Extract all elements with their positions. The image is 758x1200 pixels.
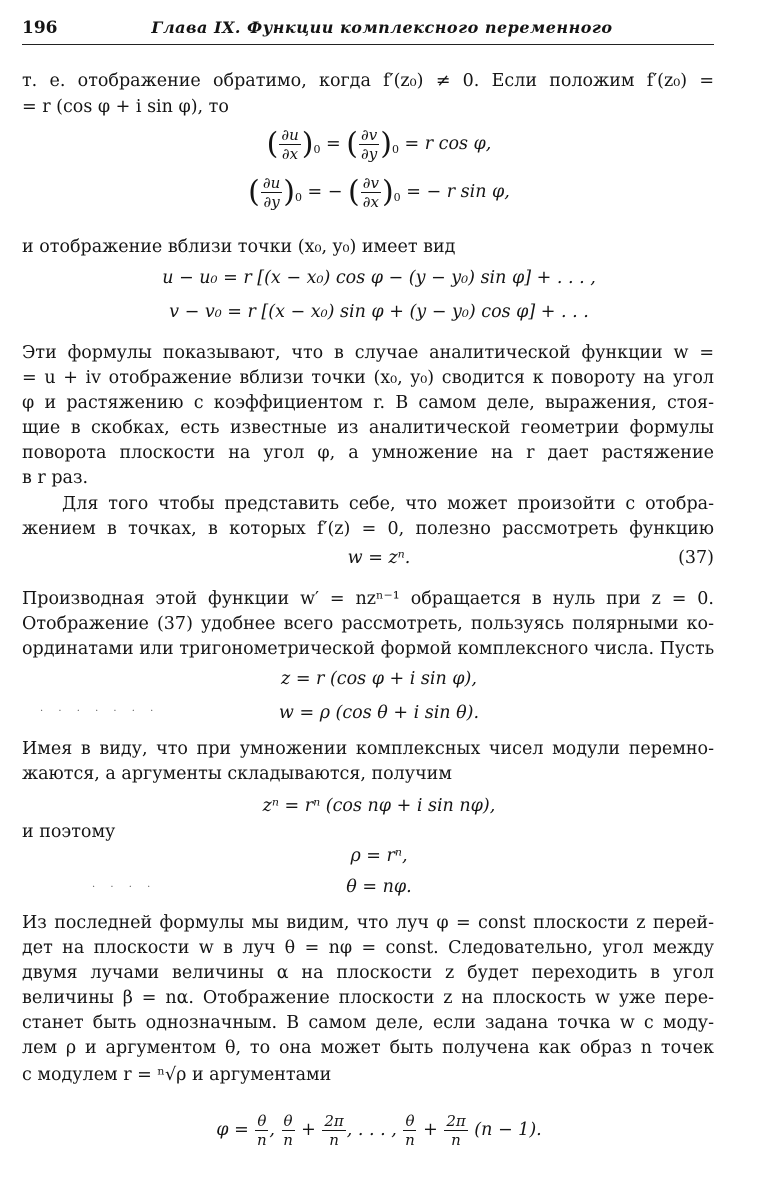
frac-num: 2π	[446, 1112, 466, 1130]
frac-den: ∂x	[362, 193, 379, 211]
text-line-20: двумя лучами величины α на плоскости z будет переходить в угол	[22, 963, 714, 983]
text-line-21: величины β = nα. Отображение плоскости z на плоскость w уже пере-	[22, 988, 714, 1008]
text-line-10: Для того чтобы представить себе, что может произойти с отобра-	[62, 494, 714, 514]
text-line-3: и отображение вблизи точки (x₀, y₀) имеет вид	[22, 237, 456, 257]
frac-den: ∂x	[281, 145, 299, 163]
text-line-14: ординатами или тригонометрической формой комплексного числа. Пусть	[22, 639, 715, 659]
eq-part: , . . . ,	[346, 1120, 397, 1140]
page-number: 196	[22, 18, 58, 38]
equation-polar-w: w = ρ (cos θ + i sin θ).	[278, 703, 480, 723]
frac-den: n	[405, 1131, 415, 1149]
frac-den: ∂y	[263, 193, 280, 211]
frac-num: ∂v	[360, 126, 378, 144]
equation-rhs: = − r sin φ,	[406, 182, 510, 202]
frac-num: ∂u	[262, 174, 281, 192]
text-line-8: поворота плоскости на угол φ, а умножение на r дает растяжение	[22, 443, 714, 463]
running-header	[22, 18, 714, 45]
equation-linear-v: v − v₀ = r [(x − x₀) sin φ + (y − y₀) cos φ] + . . .	[169, 302, 589, 322]
frac-num: θ	[257, 1112, 267, 1130]
frac-den: n	[283, 1131, 293, 1149]
text-line-7: щие в скобках, есть известные из аналитической геометрии формулы	[22, 418, 714, 438]
text-line-1: т. е. отображение обратимо, когда f′(z₀) ≠ 0. Если положим f′(z₀) =	[22, 71, 714, 91]
text-line-6: φ и растяжению с коэффициентом r. В самом деле, выражения, стоя-	[22, 393, 714, 413]
equation-arguments	[0, 1108, 758, 1152]
equation-37: w = zⁿ.	[347, 548, 411, 568]
scan-speckle: · · · · · · ·	[40, 706, 160, 717]
equation-linear-u: u − u₀ = r [(x − x₀) cos φ − (y − y₀) sin φ] + . . . ,	[162, 268, 596, 288]
eq-part: +	[301, 1120, 316, 1140]
equation-polar-z: z = r (cos φ + i sin φ),	[281, 669, 477, 689]
eq-part: +	[423, 1120, 438, 1140]
scan-speckle: · · · ·	[92, 882, 157, 893]
frac-den: ∂y	[360, 145, 378, 163]
text-line-5: = u + iv отображение вблизи точки (x₀, y₀) сводится к повороту на угол	[22, 368, 714, 388]
equation-rhs: = r cos φ,	[404, 134, 492, 154]
text-line-9: в r раз.	[22, 468, 89, 488]
frac-num: θ	[405, 1112, 415, 1130]
eq-part: (n − 1).	[474, 1120, 542, 1140]
frac-num: 2π	[324, 1112, 344, 1130]
text-line-24: с модулем r = ⁿ√ρ и аргументами	[22, 1065, 332, 1085]
frac-num: θ	[283, 1112, 293, 1130]
text-line-18: Из последней формулы мы видим, что луч φ = const плоскости z перей-	[22, 913, 714, 933]
frac-num: ∂u	[281, 126, 299, 144]
frac-den: n	[329, 1131, 339, 1149]
equation-rho: ρ = rⁿ,	[350, 846, 408, 866]
text-line-4: Эти формулы показывают, что в случае аналитической функции w =	[22, 343, 714, 363]
chapter-title: Глава IX. Функции комплексного переменного	[151, 18, 613, 37]
equation-partials-2: ( $\frac{\partial u}{\partial y}$ )$_0$ = − ( $\frac{\partial v}{\partial x}$ )$_0$ = − r sin φ,	[248, 174, 510, 211]
text-line-16: жаются, а аргументы складываются, получим	[22, 764, 452, 784]
text-line-13: Отображение (37) удобнее всего рассмотреть, пользуясь полярными ко-	[22, 614, 714, 634]
text-line-23: лем ρ и аргументом θ, то она может быть получена как образ n точек	[22, 1038, 714, 1058]
frac-den: n	[257, 1131, 267, 1149]
equation-power: zⁿ = rⁿ (cos nφ + i sin nφ),	[262, 796, 496, 816]
equation-number-37: (37)	[678, 548, 714, 568]
equation-theta: θ = nφ.	[346, 877, 412, 897]
equation-partials-1: ( $\frac{\partial u}{\partial x}$ )$_0$ = ( $\frac{\partial v}{\partial y}$ )$_0 = r$ cos φ,	[266, 126, 492, 163]
text-line-22: станет быть однозначным. В самом деле, если задана точка w с моду-	[22, 1013, 714, 1033]
text-line-19: дет на плоскости w в луч θ = nφ = const. Следовательно, угол между	[22, 938, 714, 958]
text-line-17: и поэтому	[22, 822, 116, 842]
eq-part: ,	[269, 1120, 275, 1140]
text-line-15: Имея в виду, что при умножении комплексных чисел модули перемно-	[22, 739, 714, 759]
eq-part: φ =	[216, 1120, 249, 1140]
frac-num: ∂v	[362, 174, 379, 192]
text-line-12: Производная этой функции w′ = nzⁿ⁻¹ обращается в нуль при z = 0.	[22, 589, 714, 609]
text-line-2: = r (cos φ + i sin φ), то	[22, 97, 229, 117]
frac-den: n	[451, 1131, 461, 1149]
text-line-11: жением в точках, в которых f′(z) = 0, полезно рассмотреть функцию	[22, 519, 714, 539]
